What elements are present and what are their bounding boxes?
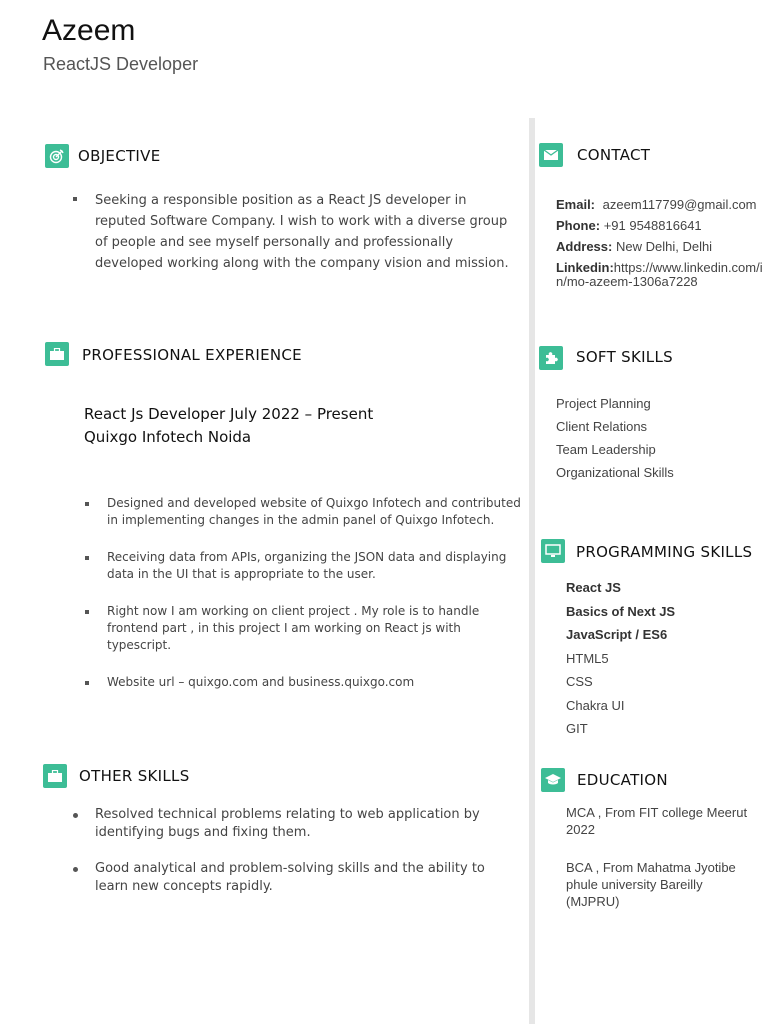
email-value[interactable]: azeem117799@gmail.com: [602, 197, 757, 212]
other-skills-heading: OTHER SKILLS: [79, 767, 190, 785]
list-item: CSS: [566, 674, 593, 689]
email-label: Email:: [556, 197, 596, 212]
monitor-icon: [541, 539, 565, 563]
contact-email-row: [556, 194, 766, 215]
list-item: HTML5: [566, 650, 609, 666]
list-item: Designed and developed website of Quixgo Infotech and contributed in implementing changes in the admin panel of Quixgo Infotech.: [85, 495, 525, 529]
experience-heading: PROFESSIONAL EXPERIENCE: [82, 346, 302, 364]
contact-block: [556, 194, 766, 289]
soft-skills-list: [556, 392, 756, 484]
contact-address-row: [556, 236, 766, 257]
education-heading: EDUCATION: [577, 771, 668, 789]
soft-skills-heading: SOFT SKILLS: [576, 348, 673, 366]
briefcase-icon: [45, 342, 69, 366]
list-item: GIT: [566, 721, 588, 736]
job-title: React Js Developer July 2022 – Present: [84, 405, 374, 423]
contact-phone-row: [556, 215, 766, 236]
linkedin-label: Linkedin:: [556, 260, 614, 275]
education-list: [566, 804, 756, 910]
programming-skills-heading: PROGRAMMING SKILLS: [576, 543, 753, 561]
list-item: BCA , From Mahatma Jyotibe phule university Bareilly (MJPRU): [566, 860, 736, 909]
list-item: JavaScript / ES6: [566, 627, 668, 642]
list-item: Resolved technical problems relating to web application by identifying bugs and fixing them.: [73, 806, 513, 842]
phone-label: Phone:: [556, 218, 601, 233]
list-item: Basics of Next JS: [566, 603, 676, 619]
experience-bullets: [85, 495, 525, 691]
puzzle-icon: [539, 346, 563, 370]
objective-text: Seeking a responsible position as a React JS developer in reputed Software Company. I wish to work with a diverse group of people and see myself personally and professionally developed working along with the company vision and mission.: [73, 190, 513, 274]
address-value: New Delhi, Delhi: [615, 239, 713, 254]
list-item: Client Relations: [556, 419, 648, 434]
list-item: Organizational Skills: [556, 465, 674, 480]
programming-skills-list: [566, 576, 766, 741]
list-item: MCA , From FIT college Meerut 2022: [566, 805, 748, 837]
briefcase-icon: [43, 764, 67, 788]
linkedin-value-line1[interactable]: https://www.linkedin.com/i: [613, 260, 763, 275]
list-item: Good analytical and problem-solving skills and the ability to learn new concepts rapidly.: [73, 860, 513, 896]
linkedin-value-line2[interactable]: n/mo-azeem-1306a7228: [556, 274, 698, 289]
list-item: Receiving data from APIs, organizing the JSON data and displaying data in the UI that is appropriate to the user.: [85, 549, 525, 583]
envelope-icon: [539, 143, 563, 167]
contact-heading: CONTACT: [577, 146, 651, 164]
job-company: Quixgo Infotech Noida: [84, 428, 252, 446]
list-item: Project Planning: [556, 396, 651, 411]
graduation-cap-icon: [541, 768, 565, 792]
objective-list: [73, 190, 513, 274]
address-label: Address:: [556, 239, 613, 254]
target-icon: [45, 144, 69, 168]
candidate-name: Azeem: [42, 14, 136, 47]
candidate-role: ReactJS Developer: [43, 54, 199, 74]
list-item: Website url – quixgo.com and business.quixgo.com: [85, 674, 525, 691]
phone-value: +91 9548816641: [603, 218, 702, 233]
list-item: Team Leadership: [556, 442, 656, 457]
list-item: Chakra UI: [566, 697, 625, 713]
column-divider: [529, 118, 535, 1024]
list-item: Right now I am working on client project . My role is to handle frontend part , in this project I am working on React js with typescript.: [85, 603, 525, 654]
objective-heading: OBJECTIVE: [78, 147, 161, 165]
list-item: React JS: [566, 580, 621, 595]
other-skills-list: [73, 806, 513, 896]
contact-linkedin-row: [556, 261, 766, 289]
